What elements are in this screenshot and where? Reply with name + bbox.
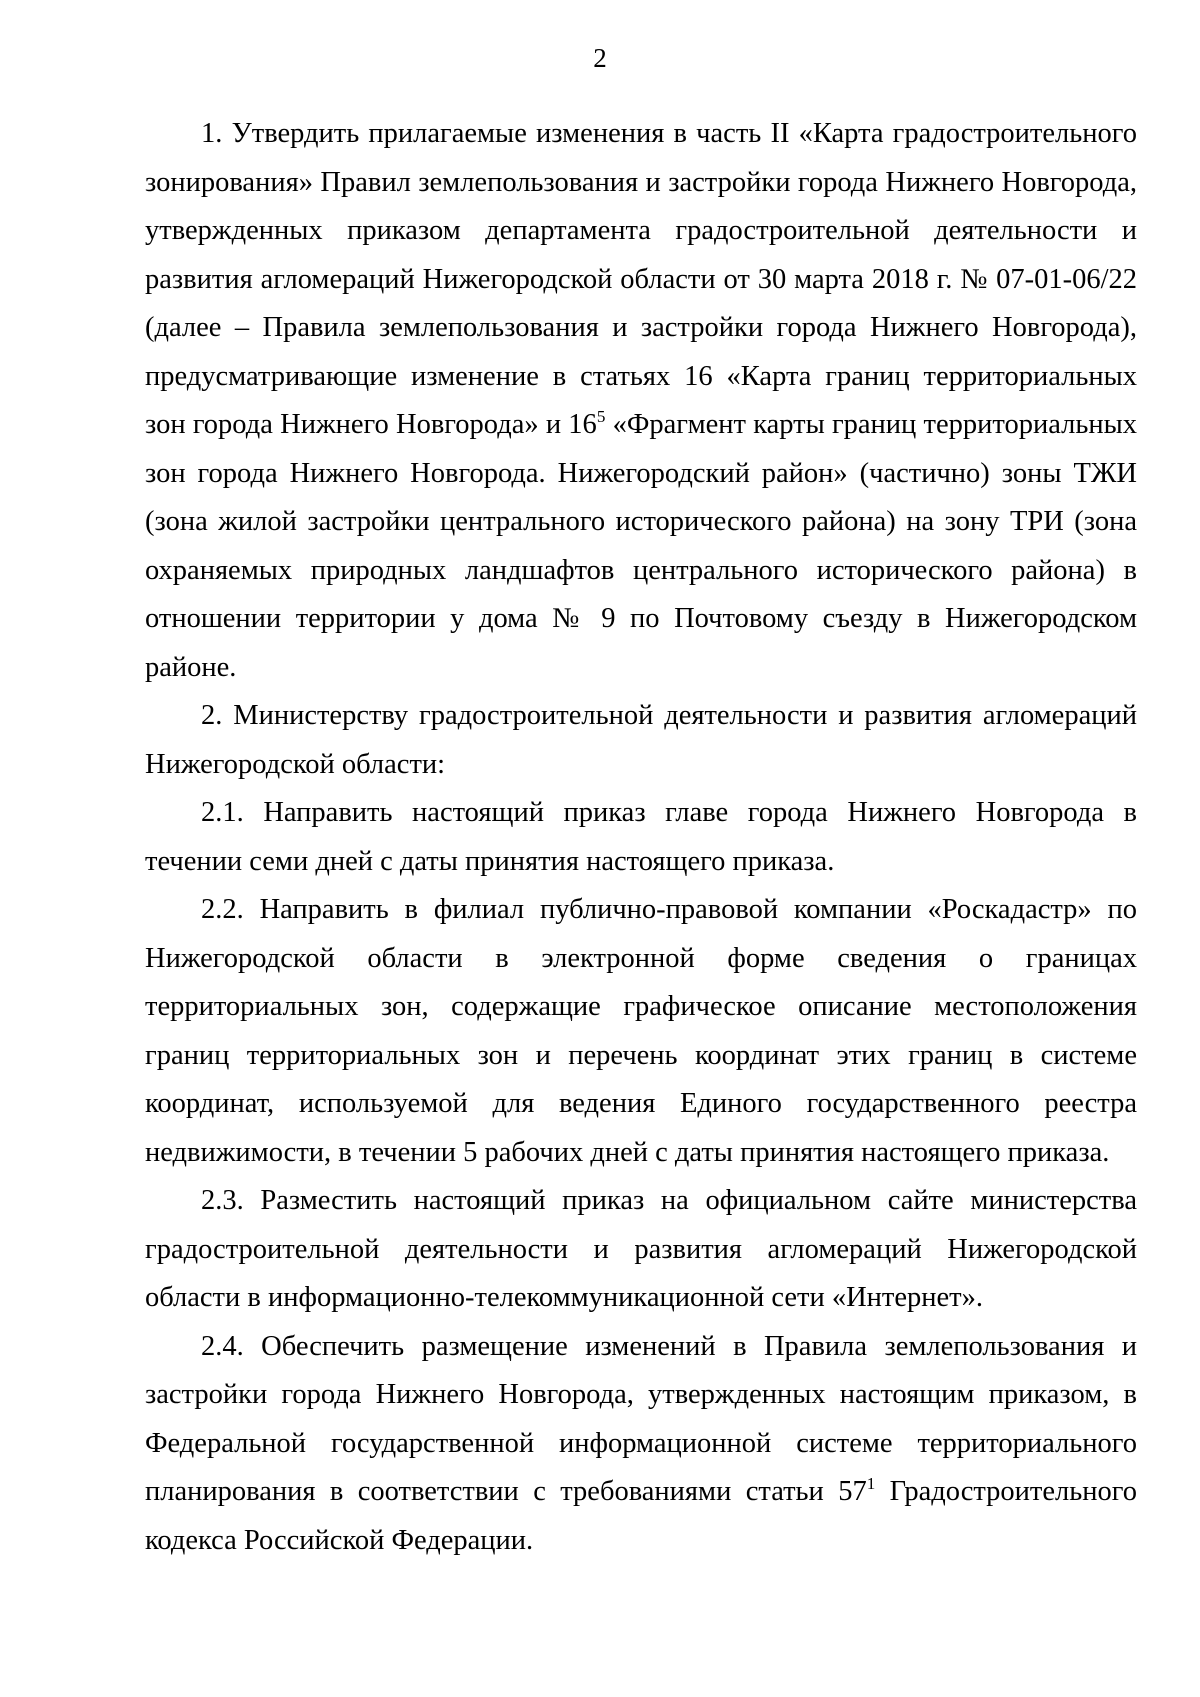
page-number: 2 bbox=[593, 43, 607, 73]
paragraph-2-3: 2.3. Разместить настоящий приказ на официальном сайте министерства градостроительной деятельности и развития агломераций Нижегородской области в информационно-телекоммуникационной сети «Интернет». bbox=[145, 1185, 1137, 1313]
paragraph-2-2: 2.2. Направить в филиал публично-правовой компании «Роскадастр» по Нижегородской области в электронной форме сведения о границах территориальных зон, содержащие графическое описание местоположения границ территориальных зон и перечень координат этих границ в системе координат, используемой для ведения Единого государственного реестра недвижимости, в течении 5 рабочих дней с даты принятия настоящего приказа. bbox=[145, 894, 1137, 1168]
superscript-1: 1 bbox=[866, 1473, 876, 1493]
paragraph-2-4 bbox=[145, 1323, 1137, 1566]
paragraph-1-text-b: «Фрагмент карты границ территориальных зон города Нижнего Новгорода. Нижегородский район» (частично) зоны ТЖИ (зона жилой застройки центрального исторического района) на зону ТРИ (зона охраняемых природных ландшафтов центрального исторического района) в отношении территории у дома № 9 по Почтовому съезду в Нижегородском районе. bbox=[145, 409, 1137, 683]
paragraph-2-4-text-b: Градостроительного кодекса Российской Федерации. bbox=[145, 1476, 1137, 1556]
paragraph-2-4-text-a: 2.4. Обеспечить размещение изменений в Правила землепользования и застройки города Нижнего Новгорода, утвержденных настоящим приказом, в Федеральной государственной информационной системе территориального планирования в соответствии с требованиями статьи 57 bbox=[145, 1330, 1137, 1507]
paragraph-2-1: 2.1. Направить настоящий приказ главе города Нижнего Новгорода в течении семи дней с даты принятия настоящего приказа. bbox=[145, 797, 1137, 877]
superscript-5: 5 bbox=[596, 406, 606, 426]
paragraph-1-text-a: 1. Утвердить прилагаемые изменения в часть II «Карта градостроительного зонирования» Правил землепользования и застройки города Нижнего Новгорода, утвержденных приказом департамента градостроительной деятельности и развития агломераций Нижегородской области от 30 марта 2018 г. № 07-01-06/22 (далее – Правила землепользования и застройки города Нижнего Новгорода), предусматривающие изменение в статьях 16 «Карта границ территориальных зон города Нижнего Новгорода» и 16 bbox=[145, 118, 1137, 440]
paragraph-1 bbox=[145, 110, 1137, 692]
paragraph-2: 2. Министерству градостроительной деятельности и развития агломераций Нижегородской области: bbox=[145, 700, 1137, 780]
document-body bbox=[145, 110, 1137, 1565]
